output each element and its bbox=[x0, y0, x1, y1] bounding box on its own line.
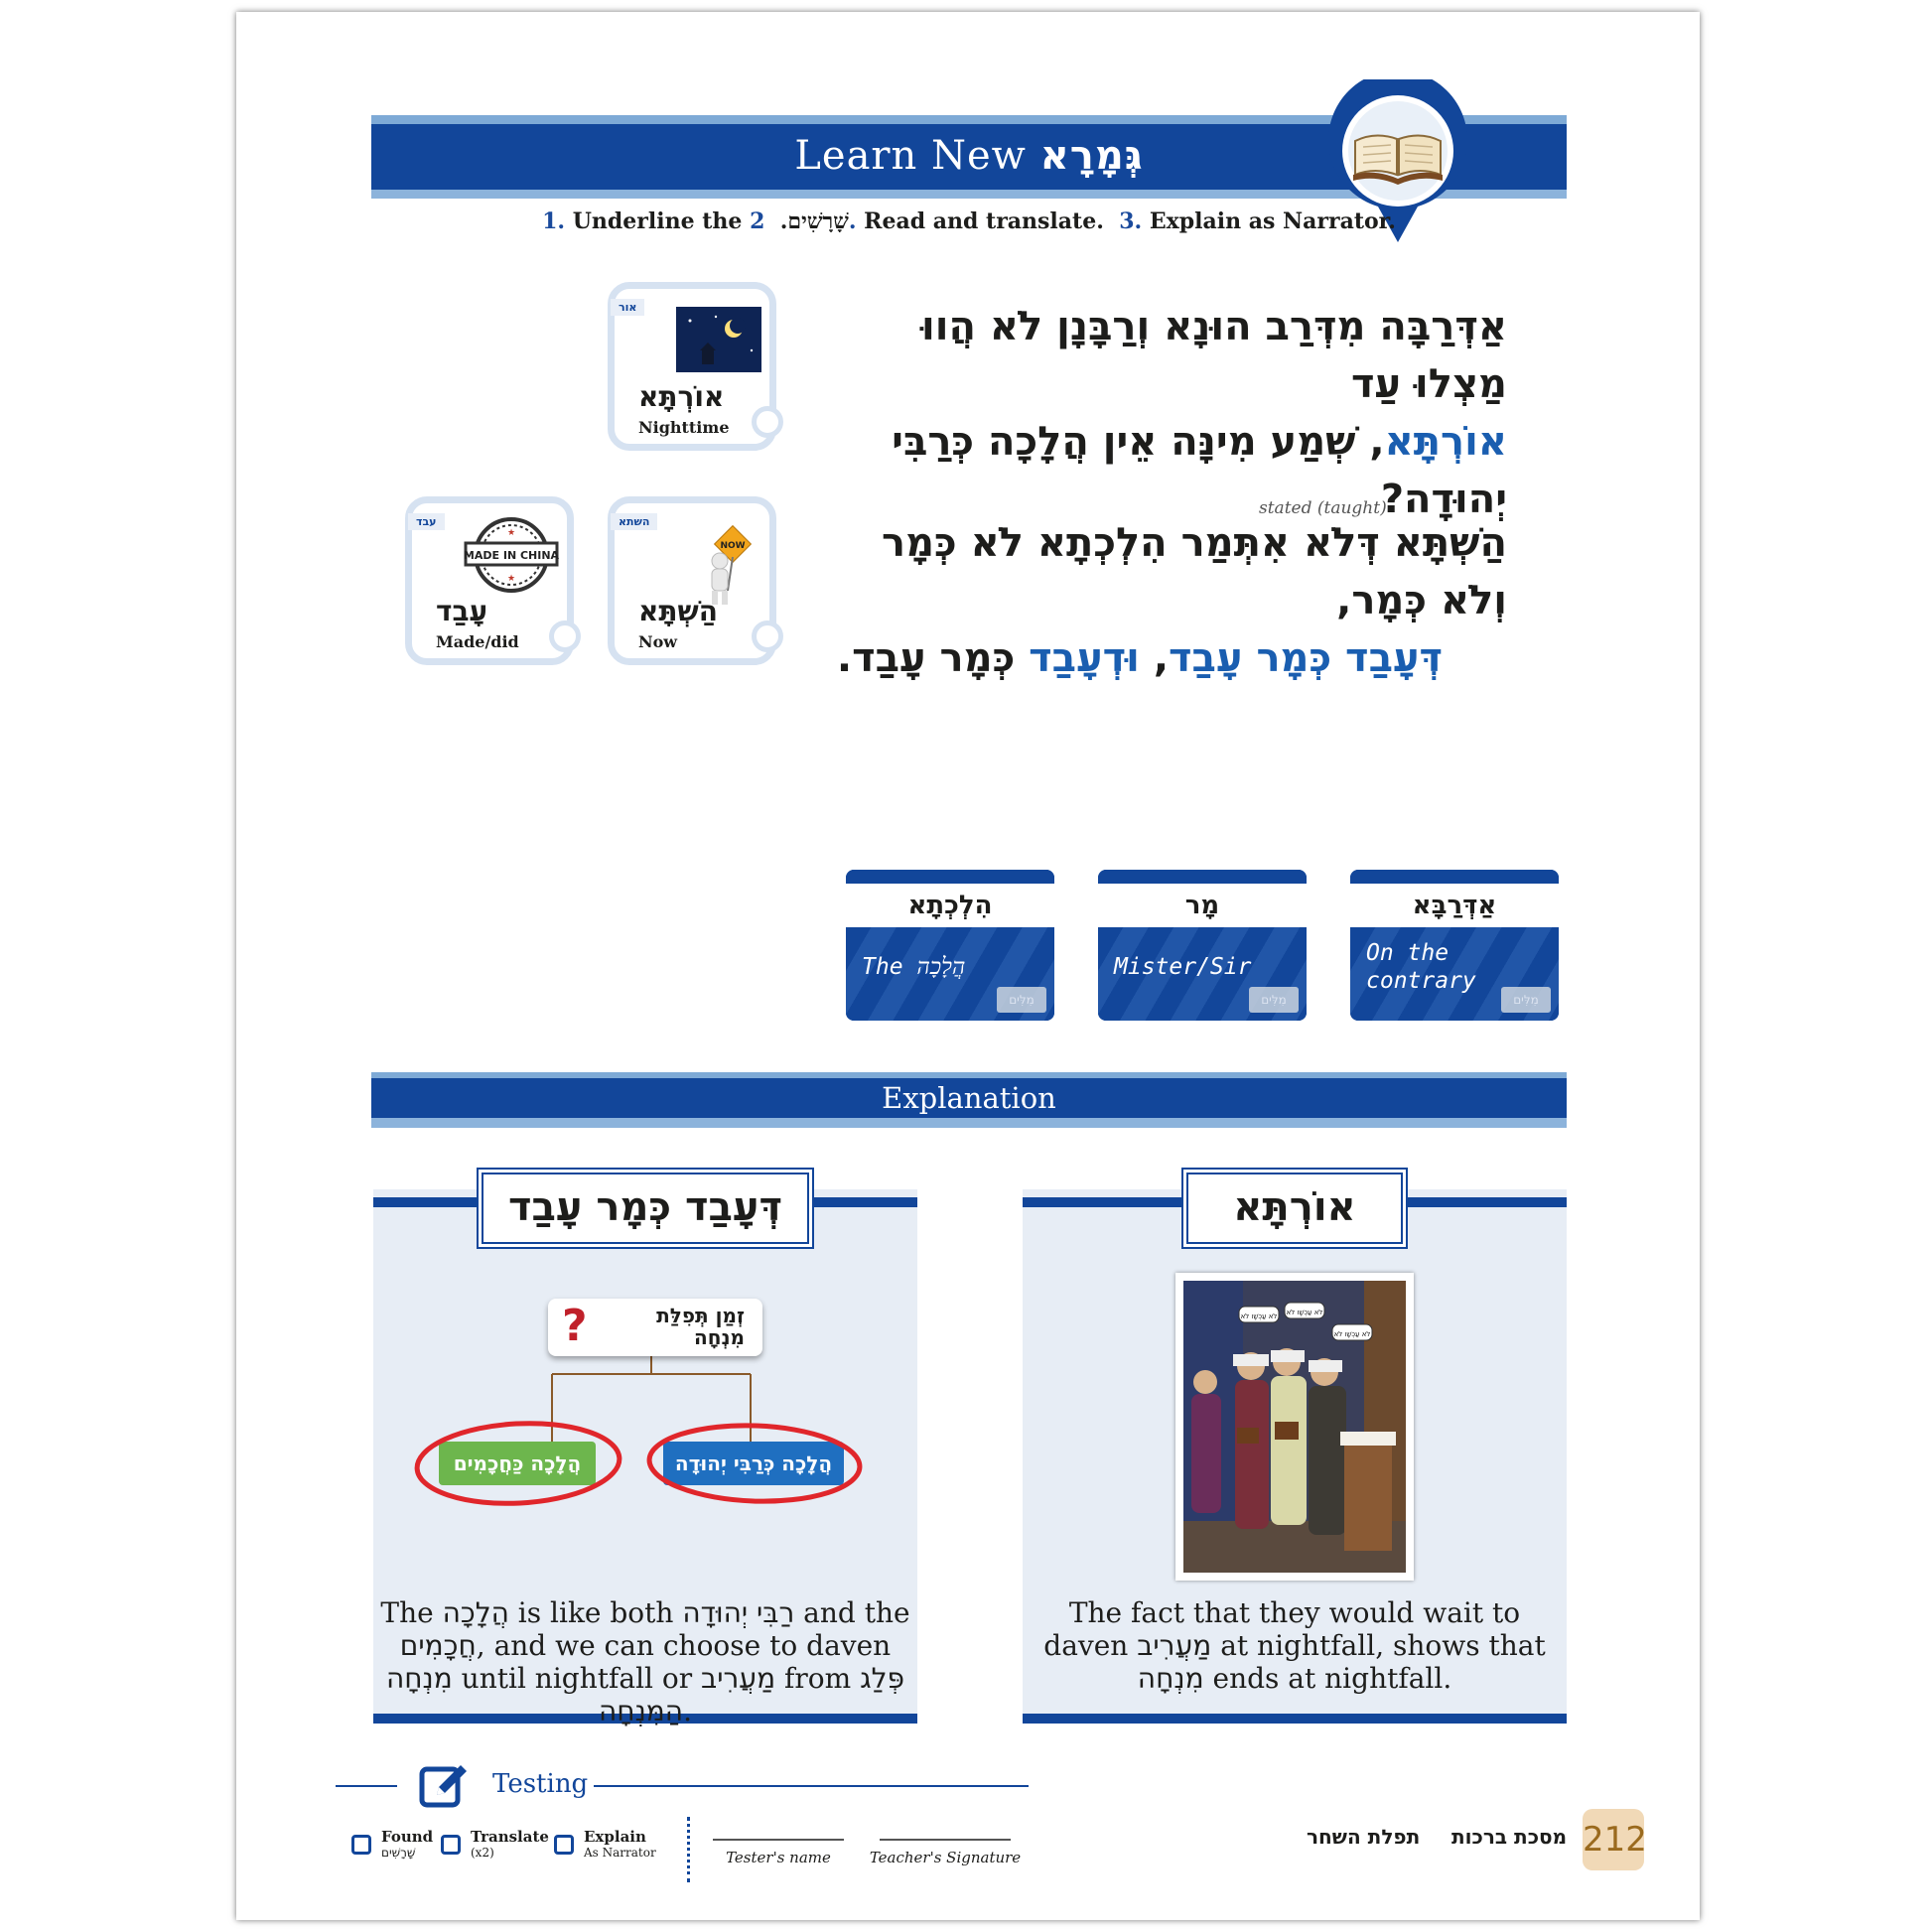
tester-name-label: Tester's name bbox=[726, 1849, 831, 1866]
testing-rule-left bbox=[336, 1785, 397, 1787]
svg-text:לֹא עַכְשָׁו לֹא: לֹא עַכְשָׁו לֹא bbox=[1240, 1312, 1278, 1320]
svg-text:לֹא עַכְשָׁו לֹא: לֹא עַכְשָׁו לֹא bbox=[1286, 1309, 1323, 1316]
panel-explanation-text: The הֲלָכָה is like both רַבִּי יְהוּדָה and the חֲכָמִים, and we can choose to daven מִנְחָה until nightfall or מַעֲרִיב from פְּלַג הַמִּנְחָה. bbox=[380, 1596, 910, 1727]
testing-rule-right bbox=[594, 1785, 1029, 1787]
card-notch bbox=[752, 406, 783, 438]
word-card-word: אַדְּרַבָּא bbox=[1350, 884, 1559, 927]
instruction-3-number: 3. bbox=[1119, 208, 1143, 234]
word-card-adraba bbox=[1350, 870, 1559, 1021]
checkbox-box[interactable] bbox=[441, 1835, 461, 1855]
milim-badge: מִלִּים bbox=[1249, 987, 1299, 1013]
stamp-text: MADE IN CHINA bbox=[463, 549, 560, 562]
red-circle-marks bbox=[373, 1418, 917, 1517]
book-name: מסכת ברכות bbox=[1451, 1825, 1568, 1849]
tester-signature-line[interactable] bbox=[713, 1839, 844, 1841]
gemara-text: , שְׁמַע מִינָּה אֵין הֲלָכָה כְּרַבִּי יְהוּדָה? bbox=[892, 419, 1507, 522]
svg-text:★: ★ bbox=[506, 574, 516, 584]
instruction-2-text: Read and translate. bbox=[864, 208, 1104, 234]
card-notch bbox=[752, 621, 783, 652]
vocab-card-tag: עבד bbox=[408, 513, 445, 530]
explanation-title: Explanation bbox=[882, 1081, 1056, 1115]
word-card-mar bbox=[1098, 870, 1307, 1021]
highlighted-phrase: דְּעָבַד כְּמָר עָבַד bbox=[1169, 635, 1444, 681]
word-card-translation: The הֲלָכָה bbox=[862, 954, 966, 980]
vocab-card-word: הַשְׁתָּא bbox=[638, 595, 718, 627]
vocab-card-tag: השתא bbox=[611, 513, 657, 530]
highlighted-word: אוֹרְתָּא bbox=[1384, 419, 1507, 465]
question-box-text: זְמַן תְּפִלַּת מִנְחָה bbox=[656, 1304, 745, 1349]
highlighted-word: וּדְעָבַד bbox=[1029, 635, 1140, 681]
question-box bbox=[548, 1299, 762, 1356]
vocab-card-translation: Now bbox=[638, 632, 678, 651]
question-mark-icon: ? bbox=[562, 1301, 588, 1351]
header-title-en: Learn New bbox=[794, 133, 1027, 179]
word-card-translation: Mister/Sir bbox=[1114, 954, 1252, 980]
edit-pencil-icon bbox=[419, 1761, 469, 1809]
milim-badge: מִלִּים bbox=[1501, 987, 1551, 1013]
made-in-china-stamp-icon bbox=[462, 515, 561, 595]
vocab-card-tag: אור bbox=[611, 299, 644, 316]
word-card-word: מָר bbox=[1098, 884, 1307, 927]
word-card-hilchta bbox=[846, 870, 1054, 1021]
now-sign-text: NOW bbox=[720, 541, 746, 551]
instruction-1-text: Underline the שָׁרָשִׁים. bbox=[572, 208, 849, 234]
checkbox-box[interactable] bbox=[554, 1835, 574, 1855]
vocab-card-orta bbox=[608, 282, 776, 451]
gemara-text: , bbox=[1139, 635, 1170, 681]
milim-badge: מִלִּים bbox=[997, 987, 1046, 1013]
panel-explanation-text: The fact that they would wait to daven מַעֲרִיב at nightfall, shows that מִנְחָה ends at nightfall. bbox=[1043, 1596, 1546, 1695]
page-number: 212 bbox=[1583, 1809, 1644, 1870]
gemara-passage-1 bbox=[832, 298, 1507, 528]
instruction-2-number: 2. bbox=[750, 208, 857, 234]
vocab-card-word: עָבַד bbox=[436, 595, 488, 627]
chapter-name: תפלת השחר bbox=[1307, 1825, 1421, 1849]
vocab-card-avad bbox=[405, 496, 574, 665]
checkbox-box[interactable] bbox=[351, 1835, 371, 1855]
stated-note: stated (taught) bbox=[1259, 498, 1387, 518]
option-chachamim: הֲלָכָה כַּחֲכָמִים bbox=[439, 1442, 596, 1485]
instruction-3-text: Explain as Narrator. bbox=[1149, 208, 1396, 234]
instructions bbox=[371, 208, 1567, 234]
vocab-card-translation: Made/did bbox=[436, 632, 519, 651]
vocab-card-translation: Nighttime bbox=[638, 418, 730, 437]
vocab-card-word: אוֹרְתָּא bbox=[638, 380, 725, 413]
vocab-card-hashta bbox=[608, 496, 776, 665]
panel-title: דְּעָבַד כְּמָר עָבַד bbox=[477, 1168, 814, 1249]
testing-label: Testing bbox=[492, 1769, 589, 1799]
gemara-passage-2-line-1: הַשְׁתָּא דְּלֹא אִתְּמַר הִלְכְתָא לֹא כְּמָר וְלֹא כְּמָר, bbox=[882, 520, 1507, 623]
men-praying-illustration bbox=[1175, 1273, 1414, 1581]
night-sky-icon bbox=[676, 307, 761, 372]
instruction-1-number: 1. bbox=[542, 208, 566, 234]
explanation-panel-davad bbox=[373, 1184, 917, 1727]
option-rabbi-yehuda: הֲלָכָה כְּרַבִּי יְהוּדָה bbox=[663, 1442, 844, 1485]
card-notch bbox=[549, 621, 581, 652]
gemara-passage-1-line-1: אַדְּרַבָּה מִדְּרַב הוּנָא וְרַבָּנָן לֹא הֲווּ מַצְלוּ עַד bbox=[921, 304, 1507, 407]
header-title-he: גְּמָרָא bbox=[1039, 133, 1144, 179]
explanation-panel-orta bbox=[1023, 1184, 1567, 1724]
svg-text:לֹא עַכְשָׁו לֹא: לֹא עַכְשָׁו לֹא bbox=[1333, 1330, 1371, 1338]
footer-divider bbox=[687, 1817, 690, 1882]
gemara-text: כְּמָר עָבַד. bbox=[836, 635, 1030, 681]
svg-text:★: ★ bbox=[506, 528, 516, 538]
gemara-passage-2 bbox=[832, 514, 1507, 687]
now-sign-icon bbox=[676, 521, 761, 587]
workbook-page: Learn New גְּמָרָא 1. Underline the שָׁרָשִׁים. 2. Read and translate. 3. Explain as Narrator. אור אוֹרְתָּא Nighttime השתא NOW הַשְׁתָּא Now עבד MADE IN CHINA ★ ★ עָבַד Made/did אַדְּרַבָּה מִדְּרַב הוּנָא וְרַבָּנָן לֹא הֲווּ מַצְלוּ עַד אוֹרְתָּא, שְׁמַע מִינָּה אֵין הֲלָכָה כְּרַבִּי יְהוּדָה? stated (taught) הַשְׁתָּא דְּלֹא אִתְּמַר הִלְכְתָא לֹא כְּמָר וְלֹא כְּמָר, דְּעָבַד כְּמָר עָבַד, וּדְעָבַד כְּמָר עָבַד. אַדְּרַבָּא On the contrary מִלִּים מָר Mister/Sir מִלִּים הִלְכְתָא The הֲלָכָה מִלִּים Explanation אוֹרְתָּא לֹא עַכְשָׁו לֹא לֹא עַכְשָׁו לֹא לֹא עַכְשָׁו לֹא The fact that they would wait to daven מַעֲרִיב at nightfall, shows that מִנְחָה ends at nightfall. דְּעָבַד כְּמָר עָבַד זְמַן תְּפִלַּת מִנְחָה ? הֲלָכָה כַּחֲכָמִים הֲלָכָה כְּרַבִּי יְהוּדָה The הֲלָכָה is like both רַבִּי יְהוּדָה and the חֲכָמִים, and we can choose to daven מִנְחָה until nightfall or מַעֲרִיב from פְּלַג הַמִּנְחָה. Testing Found שָׁרָשִׁים Translate (x2) Explain As Narrator Tester's name Teacher's Signature מסכת ברכות תפלת השחר 212 bbox=[236, 12, 1700, 1920]
teacher-signature-label: Teacher's Signature bbox=[869, 1849, 1022, 1866]
word-card-word: הִלְכְתָא bbox=[846, 884, 1054, 927]
word-card-translation: On the contrary bbox=[1366, 940, 1476, 994]
gemara-passage-1-line-2 bbox=[832, 413, 1507, 528]
panel-title: אוֹרְתָּא bbox=[1181, 1168, 1408, 1249]
gemara-passage-2-line-2 bbox=[832, 629, 1507, 687]
teacher-signature-line[interactable] bbox=[880, 1839, 1011, 1841]
